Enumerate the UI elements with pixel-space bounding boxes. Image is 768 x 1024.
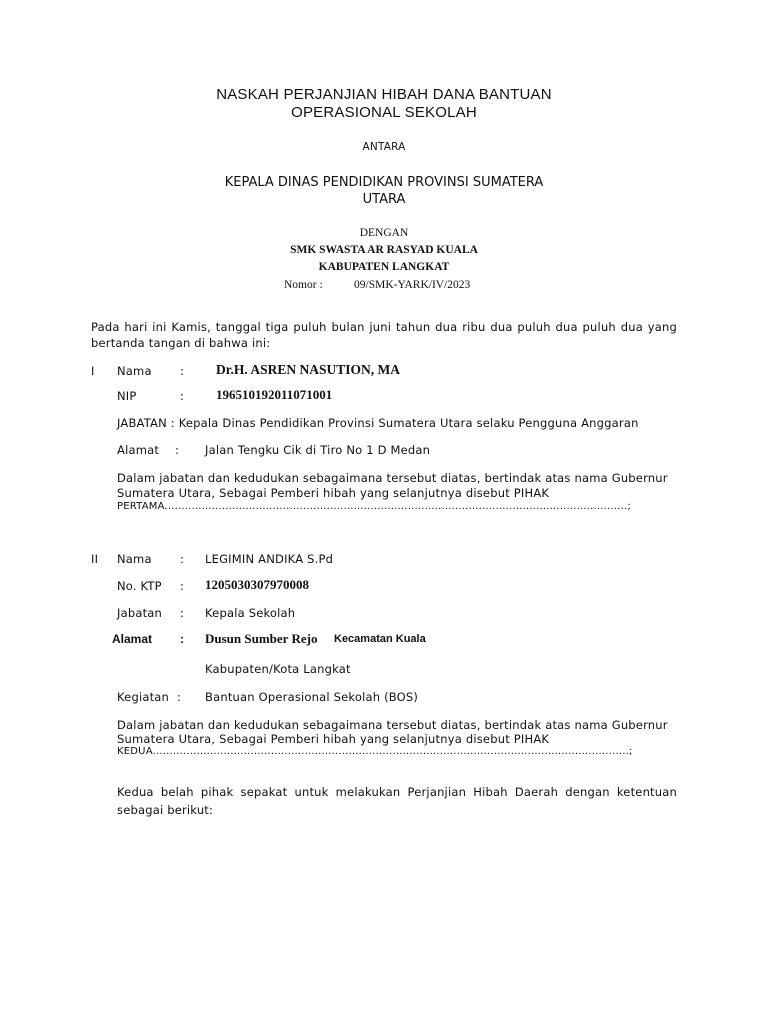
party-2-alamat-value-2: Kecamatan Kuala bbox=[334, 633, 426, 645]
party-1-number: I bbox=[91, 364, 95, 378]
party-1-jabatan: JABATAN : Kepala Dinas Pendidikan Provinsi Sumatera Utara selaku Pengguna Anggaran bbox=[117, 416, 639, 430]
party-2-desc-line-1: Dalam jabatan dan kedudukan sebagaimana tersebut diatas, bertindak atas nama Gubernur bbox=[117, 718, 668, 732]
intro-line-2: bertanda tangan di bahwa ini: bbox=[91, 336, 271, 350]
party-2-desc-line-3: KEDUA.............................................................................................................................................; bbox=[117, 746, 633, 757]
title-line-1: NASKAH PERJANJIAN HIBAH DANA BANTUAN bbox=[216, 86, 552, 103]
party-2-desc-line-2: Sumatera Utara, Sebagai Pemberi hibah yang selanjutnya disebut PIHAK bbox=[117, 732, 550, 746]
party-header-1-line-2: UTARA bbox=[362, 192, 406, 207]
party-2-alamat-value-1: Dusun Sumber Rejo bbox=[205, 631, 318, 646]
closing-line-1: Kedua belah pihak sepakat untuk melakukan Perjanjian Hibah Daerah dengan ketentuan bbox=[117, 785, 677, 799]
antara-label: ANTARA bbox=[362, 141, 406, 153]
party-1-nip-label: NIP bbox=[117, 389, 137, 403]
title-line-2: OPERASIONAL SEKOLAH bbox=[291, 104, 477, 121]
party-2-number: II bbox=[91, 552, 99, 566]
party-2-jabatan-colon: : bbox=[180, 606, 185, 620]
closing-line-2: sebagai berikut: bbox=[117, 803, 214, 817]
party-2-kegiatan-colon: : bbox=[177, 690, 182, 704]
nomor-value: 09/SMK-YARK/IV/2023 bbox=[354, 279, 471, 291]
dengan-label: DENGAN bbox=[359, 227, 409, 239]
party-2-kegiatan-value: Bantuan Operasional Sekolah (BOS) bbox=[205, 690, 419, 704]
party-header-2-line-1: SMK SWASTA AR RASYAD KUALA bbox=[290, 244, 478, 256]
party-header-1-line-1: KEPALA DINAS PENDIDIKAN PROVINSI SUMATERA bbox=[224, 175, 544, 190]
party-1-desc-line-2: Sumatera Utara, Sebagai Pemberi hibah yang selanjutnya disebut PIHAK bbox=[117, 486, 550, 500]
party-2-jabatan-label: Jabatan bbox=[117, 606, 163, 620]
nomor-label: Nomor : bbox=[284, 279, 323, 291]
party-2-kegiatan-label: Kegiatan bbox=[117, 690, 170, 704]
party-1-desc-line-3: PERTAMA.........................................................................................................................................; bbox=[117, 501, 631, 512]
intro-line-1: Pada hari ini Kamis, tanggal tiga puluh bulan juni tahun dua ribu dua puluh dua puluh dua yang bbox=[91, 320, 677, 334]
party-1-nama-colon: : bbox=[180, 364, 185, 378]
party-2-ktp-label: No. KTP bbox=[117, 579, 162, 593]
party-2-alamat-colon: : bbox=[180, 632, 184, 646]
party-1-nip-value: 196510192011071001 bbox=[216, 387, 333, 402]
party-1-alamat-label: Alamat bbox=[117, 443, 160, 457]
party-2-kabupaten: Kabupaten/Kota Langkat bbox=[205, 662, 351, 676]
party-1-nama-label: Nama bbox=[117, 364, 152, 378]
party-2-ktp-colon: : bbox=[180, 579, 185, 593]
party-2-nama-colon: : bbox=[180, 552, 185, 566]
party-2-nama-label: Nama bbox=[117, 552, 152, 566]
party-1-desc-line-1: Dalam jabatan dan kedudukan sebagaimana tersebut diatas, bertindak atas nama Gubernur bbox=[117, 471, 668, 485]
party-header-2-line-2: KABUPATEN LANGKAT bbox=[318, 261, 450, 273]
party-1-nama-value: Dr.H. ASREN NASUTION, MA bbox=[216, 362, 401, 377]
party-2-alamat-label: Alamat bbox=[112, 632, 153, 646]
party-1-nip-colon: : bbox=[180, 389, 185, 403]
party-2-jabatan-value: Kepala Sekolah bbox=[205, 606, 296, 620]
party-2-nama-value: LEGIMIN ANDIKA S.Pd bbox=[205, 552, 334, 566]
party-1-alamat-colon: : bbox=[175, 443, 180, 457]
party-1-alamat-value: Jalan Tengku Cik di Tiro No 1 D Medan bbox=[205, 443, 431, 457]
party-2-ktp-value: 1205030307970008 bbox=[205, 577, 309, 592]
